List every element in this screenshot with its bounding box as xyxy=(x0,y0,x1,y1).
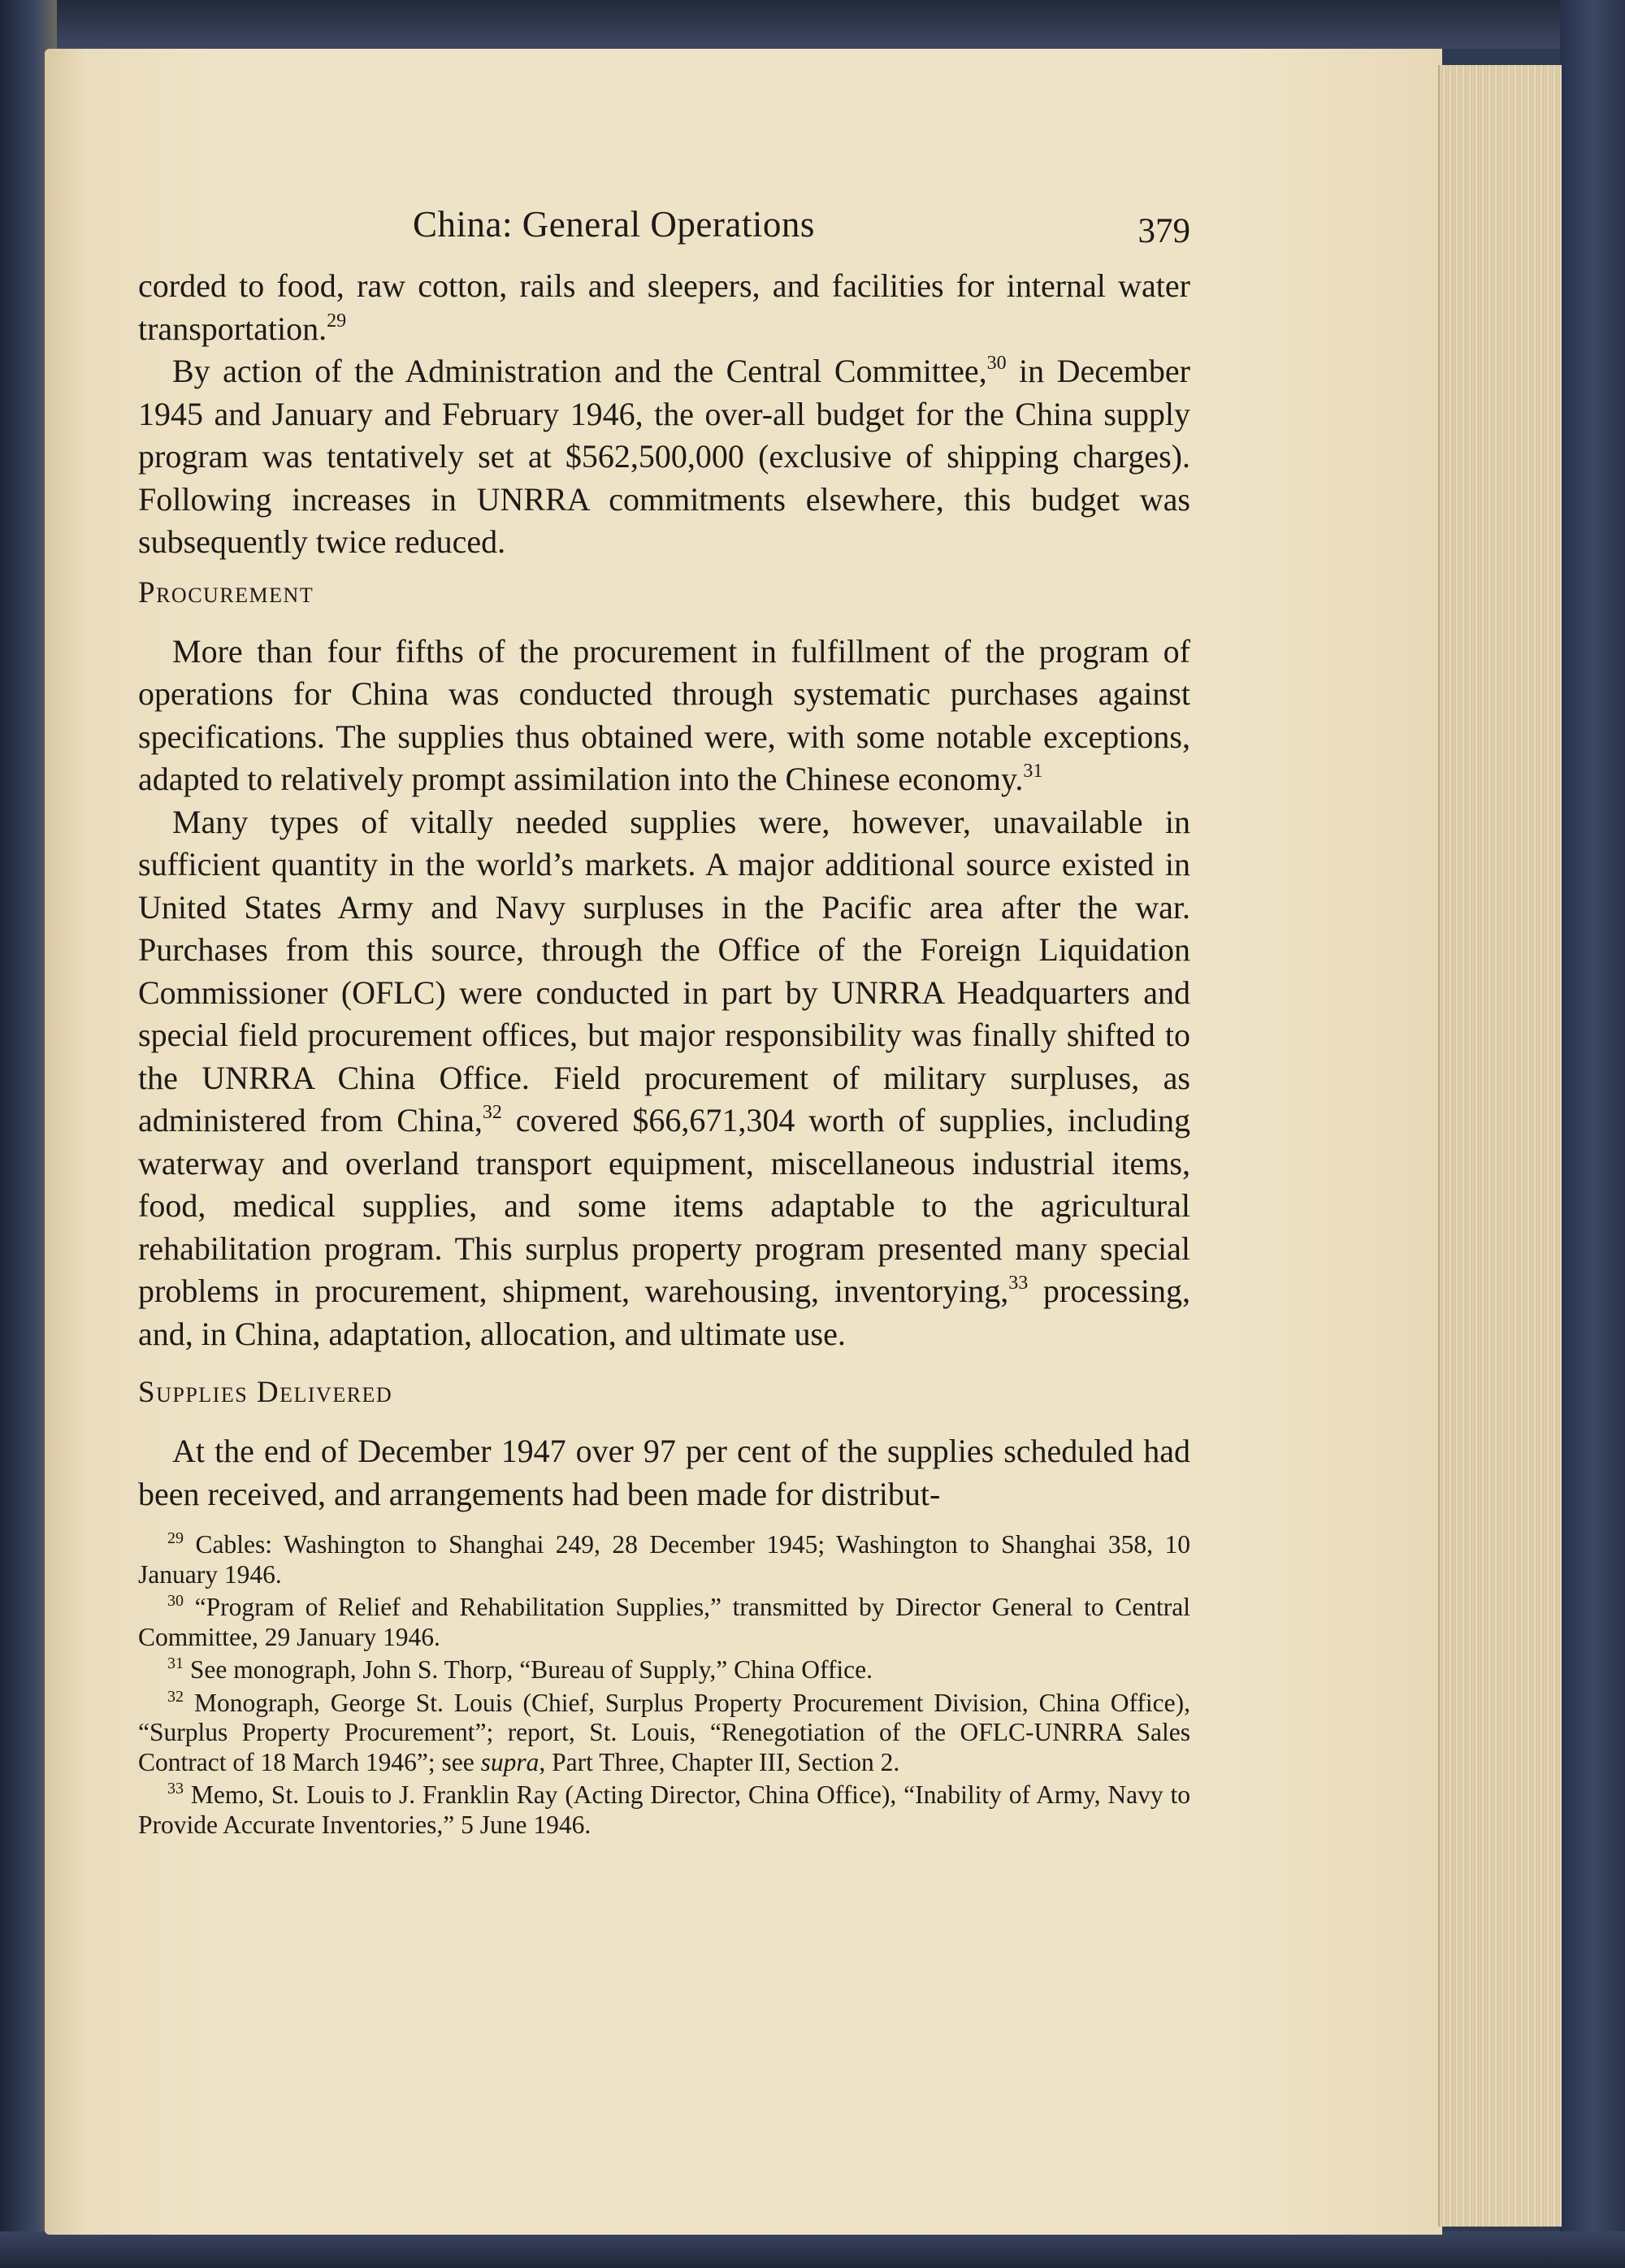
footnote-number: 31 xyxy=(167,1654,184,1672)
page-number: 379 xyxy=(1138,212,1190,250)
footnotes xyxy=(138,1530,1190,1840)
paragraph-4-text-c: processing, and, in China, adaptation, allocation, and ultimate use. xyxy=(138,1273,1191,1352)
paragraph-5 xyxy=(138,1430,1190,1516)
paragraph-1 xyxy=(138,265,1190,350)
footnote-ref-33: 33 xyxy=(1008,1273,1029,1294)
paragraph-2 xyxy=(138,350,1190,564)
section-heading-supplies-delivered: Supplies Delivered xyxy=(138,1376,393,1409)
footnote-ref-32: 32 xyxy=(482,1102,502,1123)
paragraph-4-text-a: Many types of vitally needed supplies were, however, unavailable in sufficient quantity in the world’s markets. A major additional source existed in United States Army and Navy surpluses in the Pacific area after the war. Purchases from this source, through the Office of the Foreign Liquidation Commissioner (OFLC) were conducted in part by UNRRA Headquarters and special field procurement offices, but major responsibility was finally shifted to the UNRRA China Office. Field procurement of military surpluses, as administered from China, xyxy=(138,803,1190,1138)
footnote-31 xyxy=(138,1655,1190,1685)
book-cover-right xyxy=(1560,0,1625,2268)
footnote-ref-30: 30 xyxy=(986,353,1007,374)
footnote-number: 30 xyxy=(167,1592,184,1610)
footnote-text: “Program of Relief and Rehabilitation Supplies,” transmitted by Director General to Central Committee, 29 January 1946. xyxy=(138,1593,1191,1651)
page-edges xyxy=(1438,65,1562,2227)
paragraph-5-text: At the end of December 1947 over 97 per cent of the supplies scheduled had been received, and arrangements had been made for distribut- xyxy=(138,1433,1190,1512)
paragraph-2-text-b: in December 1945 and January and February 1946, the over-all budget for the China supply program was tentatively set at $562,500,000 (exclusive of shipping charges). Following increases in UNRRA commitments elsewhere, this budget was subsequently twice reduced. xyxy=(138,353,1190,560)
paragraph-3 xyxy=(138,631,1190,801)
footnote-text-end: , Part Three, Chapter III, Section 2. xyxy=(539,1747,900,1776)
running-head xyxy=(138,203,1190,265)
book-cover-bottom xyxy=(0,2231,1625,2268)
footnote-text: See monograph, John S. Thorp, “Bureau of Supply,” China Office. xyxy=(189,1655,873,1684)
footnote-number: 33 xyxy=(167,1780,184,1797)
footnote-text: Cables: Washington to Shanghai 249, 28 December 1945; Washington to Shanghai 358, 10 January 1946. xyxy=(138,1530,1191,1589)
paragraph-1-text: corded to food, raw cotton, rails and sleepers, and facilities for internal water transportation. xyxy=(138,267,1190,347)
footnote-italic: supra xyxy=(480,1747,540,1776)
section-heading-procurement: Procurement xyxy=(138,575,314,609)
footnote-number: 32 xyxy=(167,1687,184,1706)
paragraph-2-text-a: By action of the Administration and the Central Committee, xyxy=(172,353,987,389)
running-title: China: General Operations xyxy=(413,204,815,245)
footnote-30 xyxy=(138,1593,1190,1652)
footnote-33 xyxy=(138,1780,1190,1840)
paragraph-4-text-b: covered $66,671,304 worth of supplies, including waterway and overland transport equipment, miscellaneous industrial items, food, medical supplies, and some items adaptable to the agricultural rehabilitation program. This surplus property program presented many special problems in procurement, shipment, warehousing, inventorying, xyxy=(138,1102,1190,1309)
footnote-text: Monograph, George St. Louis (Chief, Surplus Property Procurement Division, China Office), “Surplus Property Procurement”; report, St. Louis, “Renegotiation of the OFLC-UNRRA Sales Contract of 18 March 1946”; see xyxy=(138,1688,1191,1776)
footnote-number: 29 xyxy=(167,1529,184,1547)
footnote-ref-29: 29 xyxy=(327,310,347,332)
page-text-block xyxy=(138,203,1190,1840)
paragraph-3-text: More than four fifths of the procurement in fulfillment of the program of operations for China was conducted through systematic purchases against specifications. The supplies thus obtained were, with some notable exceptions, adapted to relatively prompt assimilation into the Chinese economy. xyxy=(138,632,1190,797)
footnote-29 xyxy=(138,1530,1190,1589)
footnote-ref-31: 31 xyxy=(1023,761,1043,782)
footnote-text: Memo, St. Louis to J. Franklin Ray (Acting Director, China Office), “Inability of Army, Navy to Provide Accurate Inventories,” 5 June 1946. xyxy=(138,1780,1191,1839)
paragraph-4 xyxy=(138,801,1190,1356)
book-cover-top xyxy=(0,0,1625,49)
footnote-32 xyxy=(138,1689,1190,1778)
